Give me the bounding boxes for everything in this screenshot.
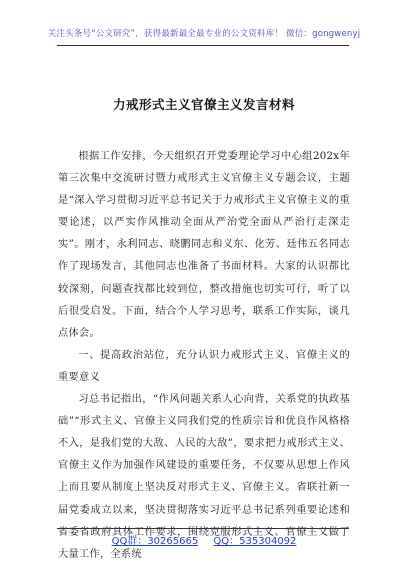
section-heading-1: 一、提高政治站位，充分认识力戒形式主义、官僚主义的重要意义 [58,349,350,383]
footer-divider [57,528,349,529]
footer-contacts [0,532,408,547]
footer-qq-group: QQ群：30265665 [111,536,199,547]
footer-qq: QQ：535304092 [213,536,297,547]
paragraph-intro: 根据工作安排，今天组织召开党委理论学习中心组202x年第三次集中交流研讨暨力戒形式主义官僚主义专题会议，主题是“深入学习贯彻习近平总书记关于力戒形式主义官僚主义的重要论述，以严实作风推动全面从严治党全面从严治行走深走实”。刚才，永利同志、晓鹏同志和义东、化芳、廷伟五名同志作了现场发言，其他同志也准备了书面材料。大家的认识都比较深刻，问题查找都比较到位，整改措施也切实可行，听了以后很受启发。下面，结合个人学习思考，联系工作实际，谈几点体会。 [58,151,350,339]
header-promo-note: 关注头条号“公文研究”，获得最新最全最专业的公文资料库！ 微信：gongwenyj [47,29,361,39]
header-divider [57,45,349,46]
document-body [58,146,350,566]
paragraph-section-1: 习总书记指出，“作风问题关系人心向背，关系党的执政基础”“形式主义、官僚主义同我们党的性质宗旨和优良作风格格不入，是我们党的大敌、人民的大敌”，要求把力戒形式主义、官僚主义作为加强作风建设的重要任务，不仅要从思想上作风上而且要从制度上坚决反对形式主义、官僚主义。省联社新一届党委成立以来，坚决贯彻落实习近平总书记系列重要论述和省委省政府具体工作要求，围绕克服形式主义、官僚主义做了大量工作，全系统 [58,394,350,560]
document-title: 力戒形式主义官僚主义发言材料 [112,97,295,112]
